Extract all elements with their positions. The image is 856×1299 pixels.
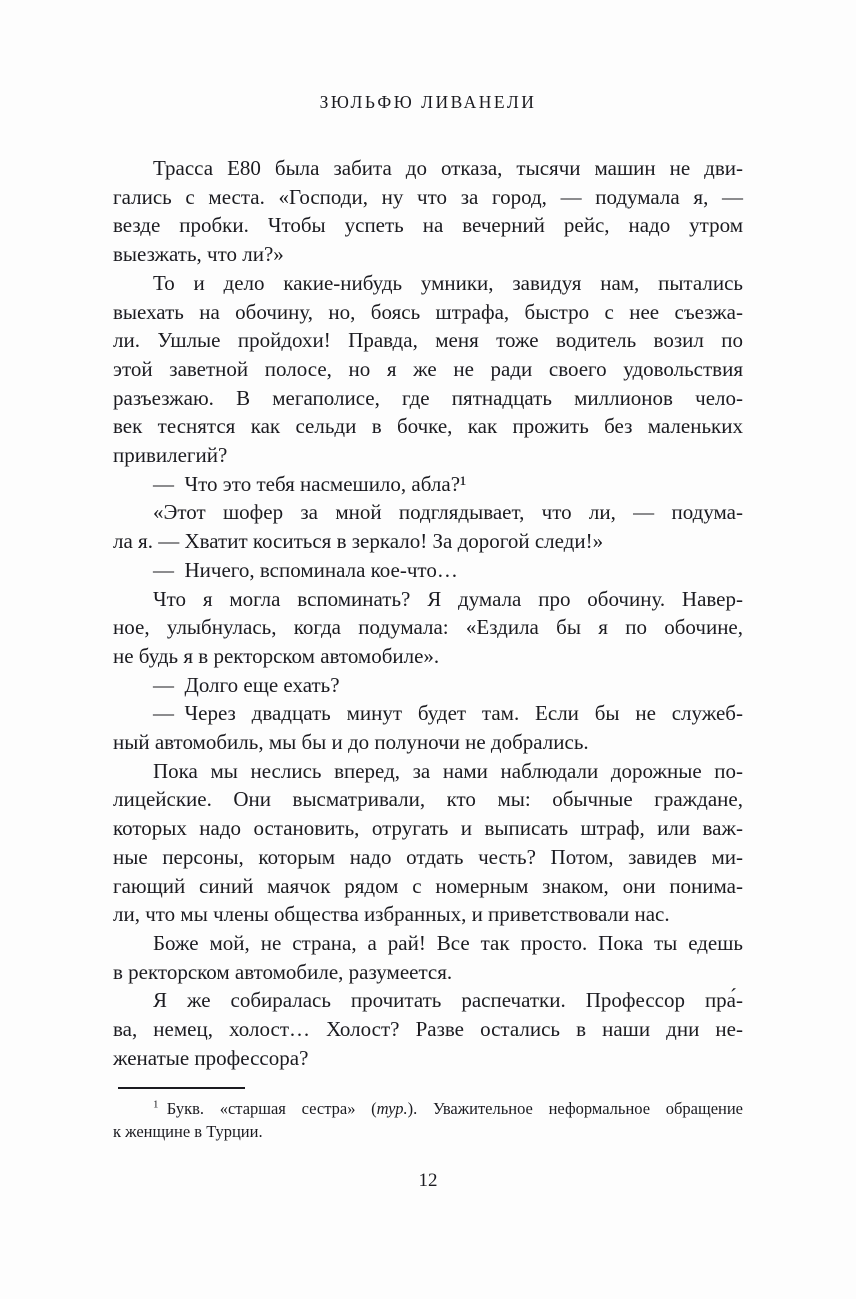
footnote-text-post: ). Уважительное неформальное обращение <box>407 1099 743 1118</box>
text-line: — Через двадцать минут будет там. Если бы не служеб- <box>153 701 743 726</box>
footnote-line <box>113 1097 743 1120</box>
page-number: 12 <box>418 1170 438 1191</box>
text-line: ла я. — Хватит коситься в зеркало! За дорогой следи!» <box>113 529 604 554</box>
text-line: гающий синий маячок рядом с номерным знаком, они понима- <box>113 873 743 898</box>
text-line: в ректорском автомобиле, разумеется. <box>113 959 453 984</box>
text-line: женатые профессора? <box>113 1045 309 1070</box>
text-line: ный автомобиль, мы бы и до полуночи не добрались. <box>113 730 589 755</box>
text-line: ли. Ушлые пройдохи! Правда, меня тоже водитель возил по <box>113 328 743 353</box>
text-line: ное, улыбнулась, когда подумала: «Ездила бы я по обочине, <box>113 615 743 640</box>
text-line: — Долго еще ехать? <box>153 672 340 697</box>
text-line: лицейские. Они высматривали, кто мы: обычные граждане, <box>113 787 743 812</box>
text-line: Трасса Е80 была забита до отказа, тысячи машин не дви- <box>153 156 743 180</box>
text-line: То и дело какие-нибудь умники, завидуя нам, пытались <box>153 270 743 295</box>
text-line: выезжать, что ли?» <box>113 242 284 267</box>
footnote-text-italic: тур. <box>376 1099 408 1118</box>
footnote-divider <box>118 1087 245 1089</box>
text-line: ли, что мы члены общества избранных, и приветствовали нас. <box>113 902 670 927</box>
running-header: ЗЮЛЬФЮ ЛИВАНЕЛИ <box>319 92 537 112</box>
text-line: не будь я в ректорском автомобиле». <box>113 643 440 668</box>
text-line: Пока мы неслись вперед, за нами наблюдали дорожные по- <box>153 758 743 783</box>
text-line: привилегий? <box>113 443 228 468</box>
text-line: выехать на обочину, но, боясь штрафа, быстро с нее съезжа- <box>113 299 743 324</box>
text-line: гались с места. «Господи, ну что за город, — подумала я, — <box>113 184 743 209</box>
footnote <box>113 1097 743 1143</box>
footnote-text-pre: Букв. «старшая сестра» ( <box>158 1099 377 1118</box>
text-line: разъезжаю. В мегаполисе, где пятнадцать миллионов чело- <box>113 385 743 410</box>
text-line: — Что это тебя насмешило, абла?¹ <box>153 471 467 496</box>
text-line: век теснятся как сельди в бочке, как прожить без маленьких <box>113 414 743 439</box>
footnote-line: к женщине в Турции. <box>113 1122 263 1141</box>
text-line: которых надо остановить, отругать и выписать штраф, или важ- <box>113 816 743 841</box>
text-line: ные персоны, которым надо отдать честь? Потом, завидев ми- <box>113 844 743 869</box>
text-line: этой заветной полосе, но я же не ради своего удовольствия <box>113 356 743 381</box>
text-line: Я же собиралась прочитать распечатки. Профессор пра́- <box>153 988 743 1013</box>
text-line: ва, немец, холост… Холост? Разве остались в наши дни не- <box>113 1017 743 1042</box>
footnote-marker: 1 <box>153 1098 159 1111</box>
text-line: Что я могла вспоминать? Я думала про обочину. Навер- <box>153 586 743 611</box>
body-text <box>113 154 743 1073</box>
text-line: везде пробки. Чтобы успеть на вечерний рейс, надо утром <box>113 213 743 238</box>
text-line: Боже мой, не страна, а рай! Все так просто. Пока ты едешь <box>153 930 743 955</box>
text-line: «Этот шофер за мной подглядывает, что ли, — подума- <box>153 500 743 525</box>
text-line: — Ничего, вспоминала кое-что… <box>153 557 458 582</box>
